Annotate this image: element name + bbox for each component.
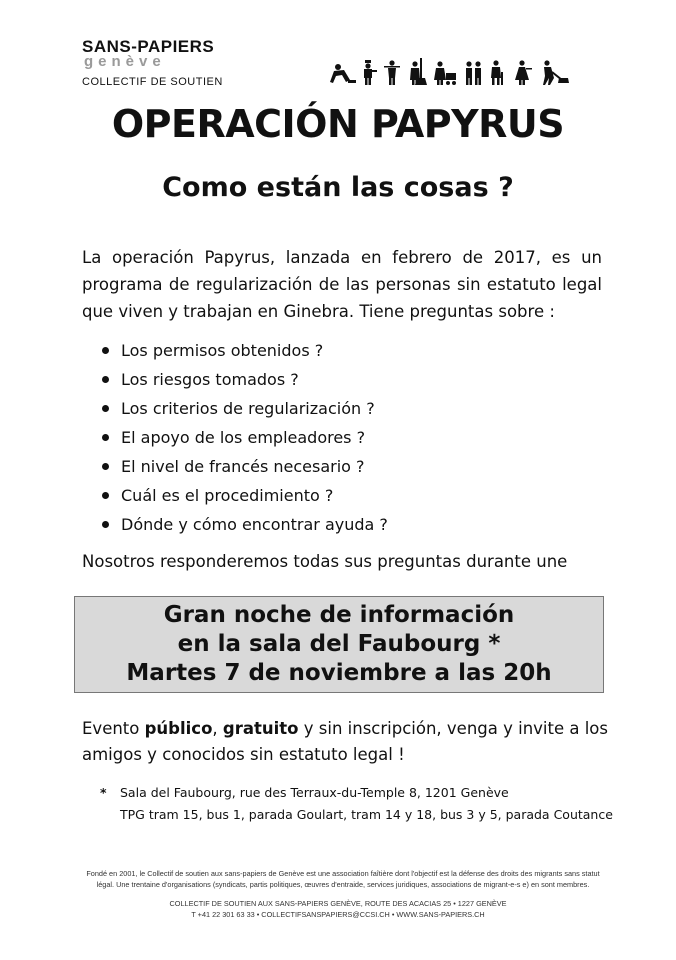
family-icon — [466, 61, 481, 85]
questions-list — [82, 336, 388, 539]
list-item — [82, 481, 388, 510]
footer-address-line-2: T +41 22 301 63 33 • COLLECTIFSANSPAPIERS@CCSI.CH • WWW.SANS-PAPIERS.CH — [191, 910, 485, 919]
footer-note: Fondé en 2001, le Collectif de soutien aux sans-papiers de Genève est une association faîtière dont l'objectif est la défense des droits des migrants sans statut légal. Une trentaine d'organisations (syndicats, partis politiques, œuvres d'entraide, services juridiques, associations de migrant-e-s e) en sont membres. — [86, 869, 600, 889]
question-text: El nivel de francés necesario ? — [121, 457, 365, 476]
bullet-icon — [102, 521, 109, 528]
event-text-2: , — [212, 719, 223, 738]
info-box-line-2: en la sala del Faubourg * — [177, 631, 501, 657]
footer-address-line-1: COLLECTIF DE SOUTIEN AUX SANS-PAPIERS GENÈVE, ROUTE DES ACACIAS 25 • 1227 GENÈVE — [169, 899, 507, 908]
worker-figures-icon — [330, 58, 610, 86]
list-item — [82, 394, 388, 423]
footnote-star: * — [100, 785, 107, 800]
question-text: Los criterios de regularización ? — [121, 399, 375, 418]
page-subtitle: Como están las cosas ? — [162, 172, 514, 203]
nanny-icon — [434, 61, 456, 85]
list-item — [82, 336, 388, 365]
venue-note — [100, 782, 613, 826]
footer-address — [0, 898, 676, 920]
bullet-icon — [102, 492, 109, 499]
cleaner-icon — [410, 58, 427, 85]
question-text: Cuál es el procedimiento ? — [121, 486, 334, 505]
cook-icon — [364, 60, 377, 85]
waitress-icon — [515, 60, 532, 85]
waiter-icon — [384, 60, 400, 85]
bullet-icon — [102, 463, 109, 470]
page-title: OPERACIÓN PAPYRUS — [111, 102, 565, 146]
event-text-3: y sin inscripción, venga y invite a los amigos y conocidos sin estatuto legal ! — [82, 719, 609, 764]
list-item — [82, 510, 388, 539]
event-info-box — [74, 596, 604, 693]
list-item — [82, 452, 388, 481]
bullet-icon — [102, 376, 109, 383]
event-text-1: Evento — [82, 719, 145, 738]
question-text: Los permisos obtenidos ? — [121, 341, 324, 360]
list-item — [82, 423, 388, 452]
lead-sentence: Nosotros responderemos todas sus preguntas durante une — [82, 552, 568, 571]
question-text: Los riesgos tomados ? — [121, 370, 299, 389]
info-box-line-1: Gran noche de información — [163, 602, 515, 628]
logo-line-3: COLLECTIF DE SOUTIEN — [82, 76, 223, 88]
gardener-icon — [543, 60, 569, 85]
intro-paragraph: La operación Papyrus, lanzada en febrero de 2017, es un programa de regularización de las personas sin estatuto legal que viven y trabajan en Ginebra. Tiene preguntas sobre : — [82, 248, 602, 321]
organization-logo — [82, 38, 223, 88]
caregiver-icon — [491, 60, 503, 85]
logo-line-1: SANS-PAPIERS — [82, 37, 215, 56]
logo-line-2: genève — [84, 53, 166, 70]
question-text: Dónde y cómo encontrar ayuda ? — [121, 515, 388, 534]
question-text: El apoyo de los empleadores ? — [121, 428, 366, 447]
bullet-icon — [102, 347, 109, 354]
list-item — [82, 365, 388, 394]
event-bold-public: público — [144, 719, 213, 738]
venue-transport: TPG tram 15, bus 1, parada Goulart, tram 14 y 18, bus 3 y 5, parada Coutance — [120, 807, 613, 822]
kneeling-worker-icon — [330, 64, 356, 83]
info-box-line-3: Martes 7 de noviembre a las 20h — [126, 660, 552, 686]
event-bold-free: gratuito — [222, 719, 299, 738]
venue-address: Sala del Faubourg, rue des Terraux-du-Temple 8, 1201 Genève — [120, 785, 509, 800]
bullet-icon — [102, 434, 109, 441]
event-paragraph — [82, 716, 612, 768]
bullet-icon — [102, 405, 109, 412]
